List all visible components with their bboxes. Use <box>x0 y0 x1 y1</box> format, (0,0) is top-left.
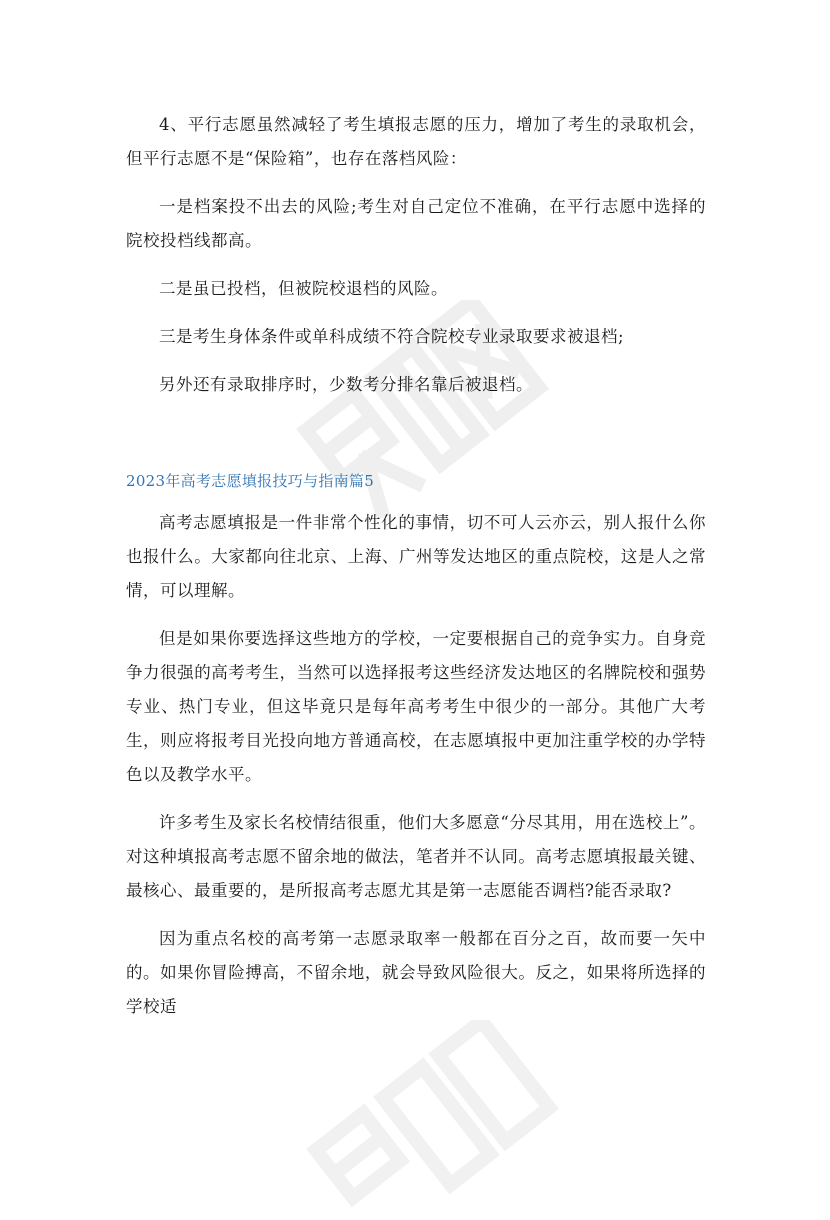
section-heading: 2023年高考志愿填报技巧与指南篇5 <box>126 472 375 490</box>
paragraph-risk-one: 一是档案投不出去的风险;考生对自己定位不准确，在平行志愿中选择的院校投档线都高。 <box>126 197 706 250</box>
paragraph-elite-school-complex: 许多考生及家长名校情结很重，他们大多愿意“分尽其用，用在选校上”。对这种填报高考志愿不留余地的做法，笔者并不认同。高考志愿填报最关键、最核心、最重要的，是所报高考志愿尤其是第一志愿能否调档?能否录取? <box>126 813 706 900</box>
paragraph-competitiveness: 但是如果你要选择这些地方的学校，一定要根据自己的竞争实力。自身竞争力很强的高考考生，当然可以选择报考这些经济发达地区的名牌院校和强势专业、热门专业，但这毕竟只是每年高考考生中很少的一部分。其他广大考生，则应将报考目光投向地方普通高校，在志愿填报中更加注重学校的办学特色以及教学水平。 <box>126 629 706 784</box>
watermark-stamp-bottom-icon <box>300 1020 560 1220</box>
paragraph-risk-two: 二是虽已投档，但被院校退档的风险。 <box>159 279 448 298</box>
paragraph-personalized: 高考志愿填报是一件非常个性化的事情，切不可人云亦云，别人报什么你也报什么。大家都向往北京、上海、广州等发达地区的重点院校，这是人之常情，可以理解。 <box>126 513 706 600</box>
document-body <box>126 108 706 1024</box>
paragraph-first-choice-rate: 因为重点名校的高考第一志愿录取率一般都在百分之百，故而要一矢中的。如果你冒险搏高，不留余地，就会导致风险很大。反之，如果将所选择的学校适 <box>126 929 706 1016</box>
paragraph-risk-three: 三是考生身体条件或单科成绩不符合院校专业录取要求被退档; <box>159 327 625 346</box>
paragraph-risk-other: 另外还有录取排序时，少数考分排名靠后被退档。 <box>159 375 533 394</box>
paragraph-parallel-risk: 4、平行志愿虽然减轻了考生填报志愿的压力，增加了考生的录取机会，但平行志愿不是“保险箱”，也存在落档风险： <box>126 115 706 168</box>
